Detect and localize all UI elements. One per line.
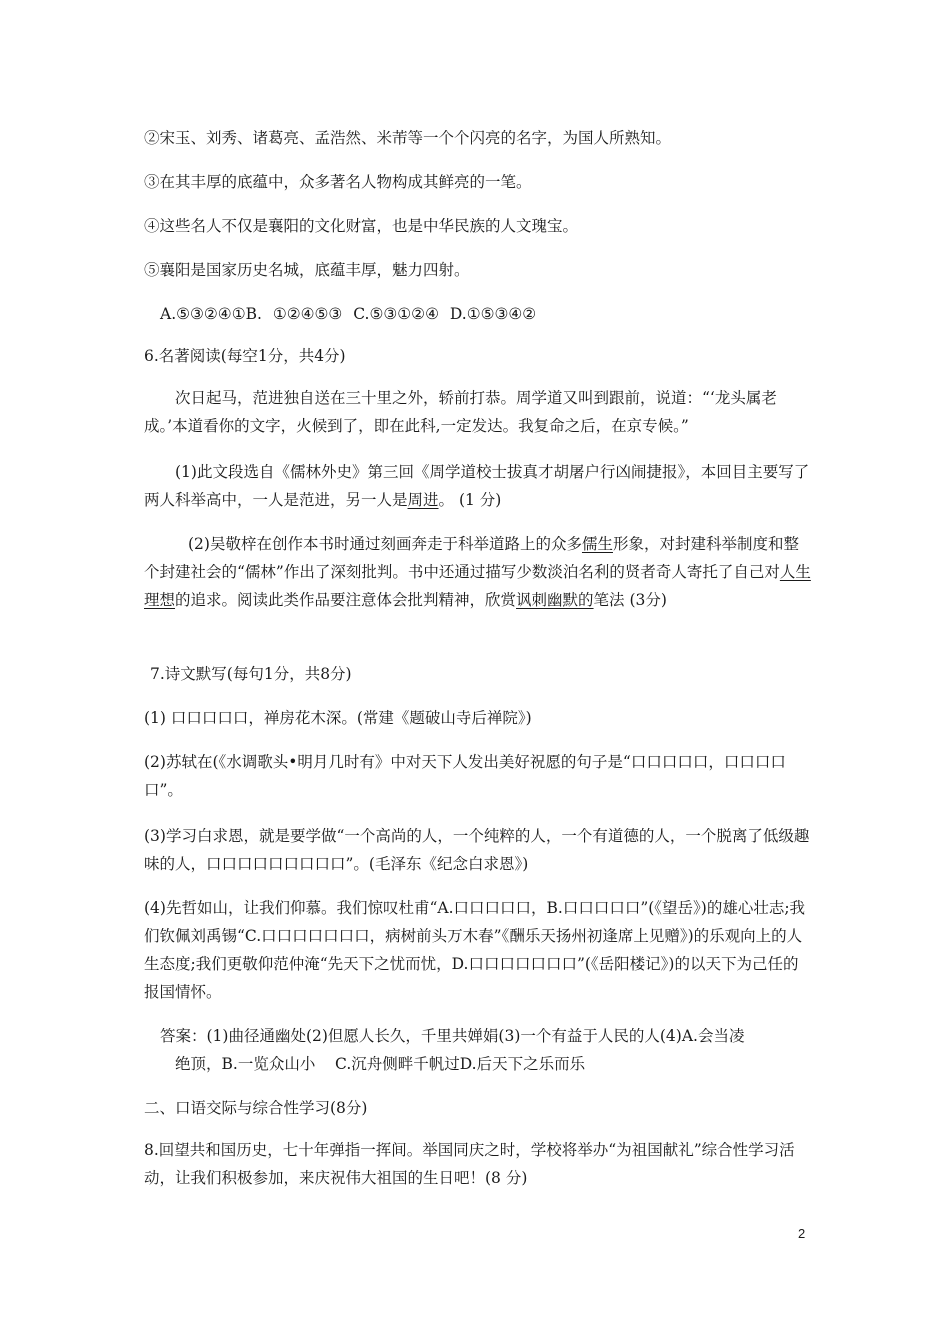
q7-title: 7.诗文默写(每句1分，共8分)	[150, 665, 352, 683]
line-s5: ⑤襄阳是国家历史名城，底蕴丰厚，魅力四射。	[144, 261, 470, 279]
q6-2-answer-3: 讽刺幽默的	[516, 591, 594, 609]
line-s4: ④这些名人不仅是襄阳的文化财富，也是中华民族的人文瑰宝。	[144, 217, 579, 235]
answer-line-2: 绝顶，B.一览众山小 C.沉舟侧畔千帆过D.后天下之乐而乐	[175, 1055, 586, 1073]
line-s2: ②宋玉、刘秀、诸葛亮、孟浩然、米芾等一个个闪亮的名字，为国人所熟知。	[144, 129, 672, 147]
q6-passage: 次日起马，范进独自送在三十里之外，轿前打恭。周学道又叫到跟前，说道：“‘龙头属老成。’本道看你的文字，火候到了，即在此科,一定发达。我复命之后，在京专候。”	[144, 389, 777, 435]
q6-2-text-c: 的追求。阅读此类作品要注意体会批判精神，欣赏	[175, 591, 517, 609]
q6-2	[144, 530, 812, 614]
line-s3: ③在其丰厚的底蕴中，众多著名人物构成其鲜亮的一笔。	[144, 173, 532, 191]
q6-2-text-d: 笔法 (3分)	[593, 591, 667, 609]
q6-1-text: (1)此文段选自《儒林外史》第三回《周学道校士拔真才胡屠户行凶闹捷报》，本回目主要写了两人科举高中，一人是范进，另一人是	[144, 463, 810, 509]
q7-3: (3)学习白求恩，就是要学做“一个高尚的人，一个纯粹的人，一个有道德的人，一个脱离了低级趣味的人，口口口口口口口口口”。(毛泽东《纪念白求恩》)	[144, 827, 810, 873]
q7-4: (4)先哲如山，让我们仰慕。我们惊叹杜甫“A.口口口口口，B.口口口口口”(《望岳》)的雄心壮志;我们钦佩刘禹锡“C.口口口口口口口，病树前头万木春”《酬乐天扬州初逢席上见赠》)的乐观向上的人生态度;我们更敬仰范仲淹“先天下之忧而忧，D.口口口口口口口”(《岳阳楼记》)的以天下为己任的报国情怀。	[144, 899, 806, 1001]
q8: 8.回望共和国历史，七十年弹指一挥间。举国同庆之时，学校将举办“为祖国献礼”综合性学习活动，让我们积极参加，来庆祝伟大祖国的生日吧！(8 分)	[144, 1141, 795, 1187]
q6-2-text-a: (2)吴敬梓在创作本书时通过刻画奔走于科举道路上的众多	[188, 535, 582, 553]
answer-line-1: 答案：(1)曲径通幽处(2)但愿人长久，千里共婵娟(3)一个有益于人民的人(4)A.会当凌	[160, 1027, 745, 1045]
page-number: 2	[798, 1226, 806, 1241]
q6-title: 6.名著阅读(每空1分，共4分)	[144, 347, 346, 365]
q6-1	[144, 458, 812, 514]
q6-2-answer-1: 儒生	[581, 535, 613, 553]
q6-1-score: 。 (1 分)	[438, 491, 502, 509]
q6-2-text-b: 形象，对封建科举制度和整个封建社会的“儒林”作出了深刻批判。书中还通过描写少数淡泊名利的贤者奇人寄托了自己对	[144, 535, 799, 581]
answer-options: A.⑤③②④①B. ①②④⑤③ C.⑤③①②④ D.①⑤③④②	[160, 305, 537, 323]
section-2-title: 二、口语交际与综合性学习(8分)	[144, 1099, 368, 1117]
q6-2-answer-2: 人生理想	[144, 563, 811, 609]
q6-1-answer: 周进	[407, 491, 439, 509]
q7-1: (1) 口口口口口，禅房花木深。(常建《题破山寺后禅院》)	[144, 709, 532, 727]
q7-2: (2)苏轼在(《水调歌头•明月几时有》中对天下人发出美好祝愿的句子是“口口口口口，口口口口口”。	[144, 753, 786, 799]
